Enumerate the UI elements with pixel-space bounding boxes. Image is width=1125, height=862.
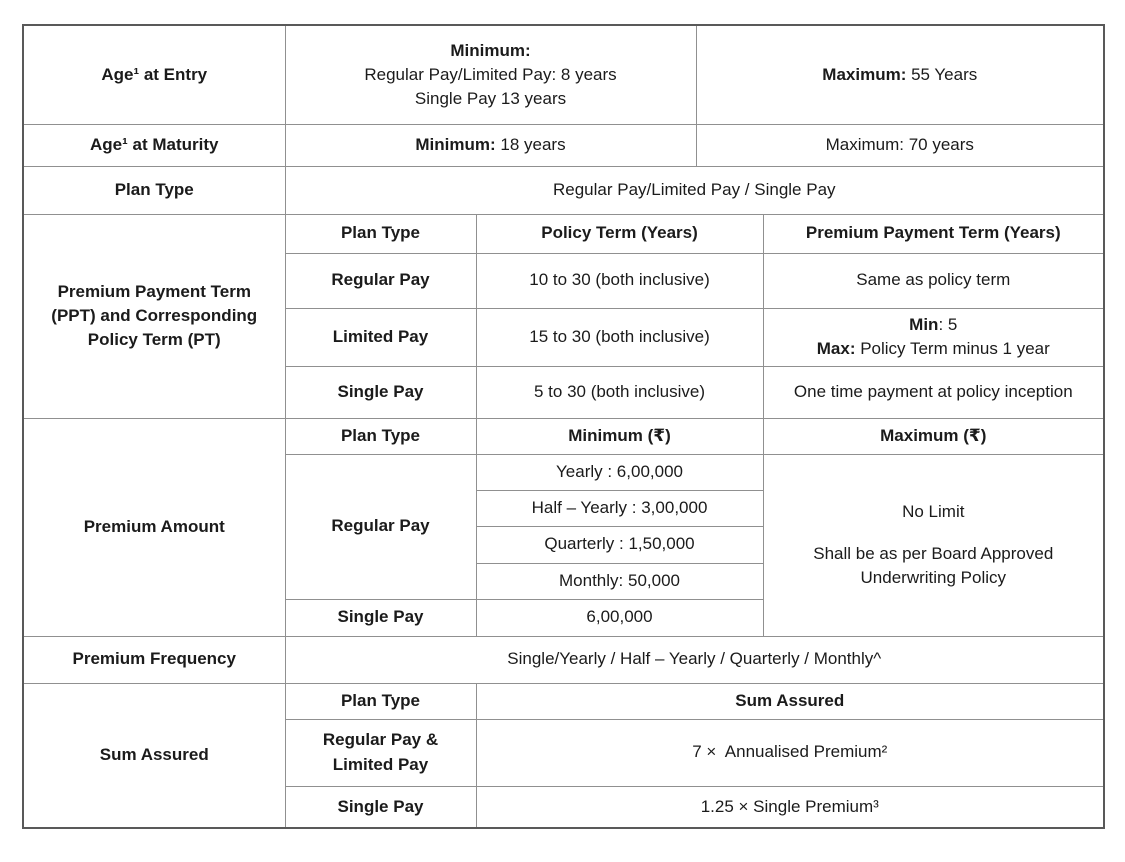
row-premium-amount-header <box>23 418 1104 454</box>
ppt-regular-payment: Same as policy term <box>763 253 1104 308</box>
age-maturity-maximum-cell: Maximum: 70 years <box>696 124 1104 166</box>
premium-amount-regular-plan: Regular Pay <box>285 454 476 599</box>
premium-frequency-value: Single/Yearly / Half – Yearly / Quarterly / Monthly^ <box>285 636 1104 683</box>
ppt-regular-term: 10 to 30 (both inclusive) <box>476 253 763 308</box>
age-entry-max-prefix: Maximum: <box>822 64 907 84</box>
plan-type-label: Plan Type <box>23 166 285 214</box>
premium-single-value: 6,00,000 <box>476 599 763 636</box>
ppt-header-payment: Premium Payment Term (Years) <box>763 214 1104 253</box>
ppt-section-label-text: Premium Payment Term (PPT) and Corresponding Policy Term (PT) <box>51 281 258 350</box>
age-entry-min-line1: Regular Pay/Limited Pay: 8 years <box>364 64 617 84</box>
sum-assured-header-sum: Sum Assured <box>476 683 1104 719</box>
ppt-limited-min-rest: : 5 <box>938 314 958 334</box>
row-plan-type <box>23 166 1104 214</box>
plan-type-value: Regular Pay/Limited Pay / Single Pay <box>285 166 1104 214</box>
age-maturity-label: Age¹ at Maturity <box>23 124 285 166</box>
ppt-limited-max-label: Max: <box>816 339 856 358</box>
age-maturity-min-prefix: Minimum: <box>415 134 496 154</box>
sum-assured-single-value: 1.25 × Single Premium³ <box>476 786 1104 828</box>
ppt-section-label <box>23 214 285 418</box>
sum-assured-label: Sum Assured <box>23 683 285 828</box>
ppt-limited-term: 15 to 30 (both inclusive) <box>476 308 763 366</box>
sum-assured-regular-plan: Regular Pay & Limited Pay <box>285 719 476 786</box>
ppt-limited-min-line <box>772 313 1096 337</box>
ppt-limited-plan: Limited Pay <box>285 308 476 366</box>
premium-amount-header-plan: Plan Type <box>285 418 476 454</box>
premium-monthly-value: Monthly: 50,000 <box>476 563 763 599</box>
sum-assured-header-plan: Plan Type <box>285 683 476 719</box>
ppt-limited-max-rest: Policy Term minus 1 year <box>855 339 1050 358</box>
age-entry-max-value: 55 Years <box>906 64 978 84</box>
age-entry-min-line2: Single Pay 13 years <box>414 88 567 108</box>
ppt-limited-max-line <box>772 337 1096 361</box>
premium-half-yearly-value: Half – Yearly : 3,00,000 <box>476 490 763 526</box>
premium-max-no-limit: No Limit <box>902 501 965 521</box>
sum-assured-regular-value: 7 × Annualised Premium² <box>476 719 1104 786</box>
premium-quarterly-value: Quarterly : 1,50,000 <box>476 526 763 563</box>
ppt-single-plan: Single Pay <box>285 366 476 418</box>
premium-amount-header-max: Maximum (₹) <box>763 418 1104 454</box>
row-age-maturity <box>23 124 1104 166</box>
ppt-single-term: 5 to 30 (both inclusive) <box>476 366 763 418</box>
ppt-header-plan: Plan Type <box>285 214 476 253</box>
row-ppt-header <box>23 214 1104 253</box>
ppt-single-payment: One time payment at policy inception <box>763 366 1104 418</box>
premium-max-board-approved: Shall be as per Board Approved Underwriting Policy <box>813 543 1054 588</box>
row-sum-assured-header <box>23 683 1104 719</box>
age-maturity-min-value: 18 years <box>495 134 566 154</box>
premium-amount-header-min: Minimum (₹) <box>476 418 763 454</box>
ppt-limited-min-label: Min <box>909 314 939 334</box>
sum-assured-single-plan: Single Pay <box>285 786 476 828</box>
premium-amount-max-cell <box>763 454 1104 636</box>
premium-yearly-value: Yearly : 6,00,000 <box>476 454 763 490</box>
ppt-header-term: Policy Term (Years) <box>476 214 763 253</box>
age-entry-minimum-cell <box>285 25 696 124</box>
row-premium-frequency <box>23 636 1104 683</box>
premium-amount-single-plan: Single Pay <box>285 599 476 636</box>
premium-amount-label: Premium Amount <box>23 418 285 636</box>
age-maturity-minimum-cell <box>285 124 696 166</box>
policy-spec-table <box>22 24 1105 829</box>
ppt-limited-payment <box>763 308 1104 366</box>
ppt-regular-plan: Regular Pay <box>285 253 476 308</box>
age-entry-maximum-cell <box>696 25 1104 124</box>
row-age-entry <box>23 25 1104 124</box>
age-entry-min-title: Minimum: <box>450 40 531 60</box>
age-entry-label: Age¹ at Entry <box>23 25 285 124</box>
premium-frequency-label: Premium Frequency <box>23 636 285 683</box>
